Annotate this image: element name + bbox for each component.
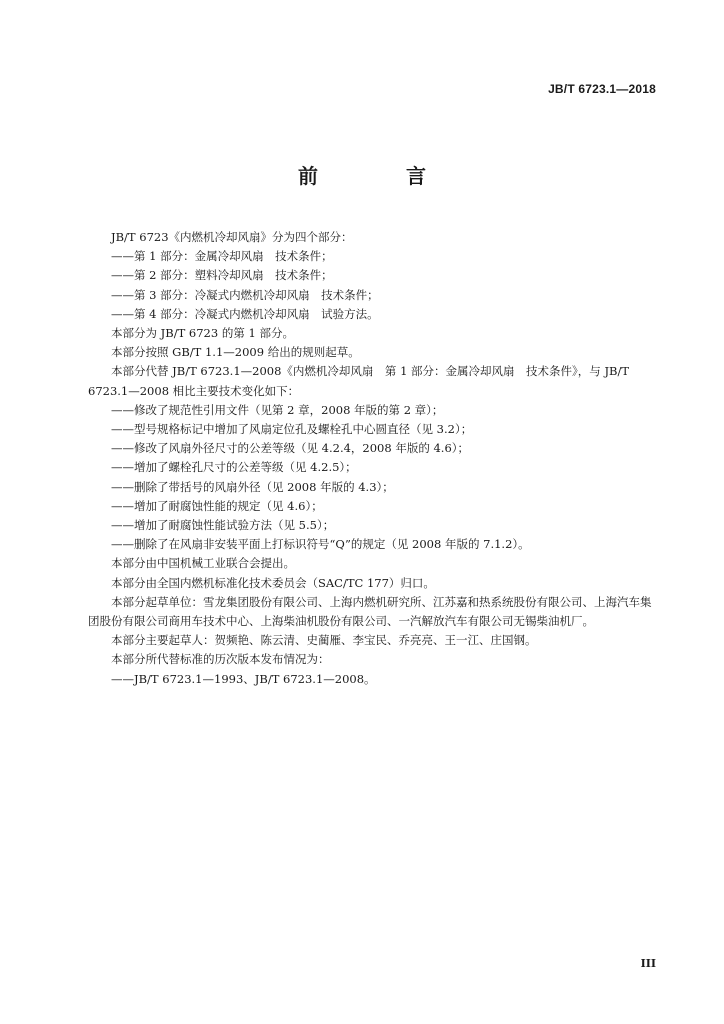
paragraph-intro: JB/T 6723《内燃机冷却风扇》分为四个部分： (111, 230, 353, 244)
paragraph-proposer: 本部分由中国机械工业联合会提出。 (111, 556, 295, 571)
list-item-part-1: ——第 1 部分：金属冷却风扇 技术条件； (111, 249, 333, 264)
paragraph-drafting-units: 本部分起草单位：雪龙集团股份有限公司、上海内燃机研究所、江苏嘉和热系统股份有限公司、上海汽车集团股份有限公司商用车技术中心、上海柴油机股份有限公司、一汽解放汽车有限公司无锡柴油机厂。 (88, 594, 652, 629)
list-item-change-5: ——删除了带括号的风扇外径（见 2008 年版的 4.3）； (111, 479, 394, 494)
list-item-change-4: ——增加了螺栓孔尺寸的公差等级（见 4.2.5）； (111, 460, 357, 475)
paragraph-part-statement: 本部分为 JB/T 6723 的第 1 部分。 (111, 326, 294, 341)
standard-code: JB/T 6723.1—2018 (548, 82, 656, 96)
list-item-change-8: ——删除了在风扇非安装平面上打标识符号“Q”的规定（见 2008 年版的 7.1.2）。 (111, 537, 530, 552)
paragraph-drafting-rules: 本部分按照 GB/T 1.1—2009 给出的规则起草。 (111, 345, 360, 360)
list-item-change-3: ——修改了风扇外径尺寸的公差等级（见 4.2.4，2008 年版的 4.6）； (111, 441, 470, 456)
list-item-change-6: ——增加了耐腐蚀性能的规定（见 4.6）； (111, 498, 323, 513)
list-item-history: ——JB/T 6723.1—1993、JB/T 6723.1—2008。 (111, 671, 376, 686)
list-item-change-1: ——修改了规范性引用文件（见第 2 章，2008 年版的第 2 章）； (111, 402, 444, 417)
list-item-change-7: ——增加了耐腐蚀性能试验方法（见 5.5）； (111, 518, 335, 533)
list-item-part-2: ——第 2 部分：塑料冷却风扇 技术条件； (111, 268, 333, 283)
paragraph-replaces: 本部分代替 JB/T 6723.1—2008《内燃机冷却风扇 第 1 部分：金属冷却风扇 技术条件》，与 JB/T 6723.1—2008 相比主要技术变化如下： (88, 364, 630, 398)
page-number: III (640, 957, 656, 970)
list-item-part-4: ——第 4 部分：冷凝式内燃机冷却风扇 试验方法。 (111, 306, 379, 321)
list-item-part-3: ——第 3 部分：冷凝式内燃机冷却风扇 技术条件； (111, 287, 379, 302)
paragraph-committee: 本部分由全国内燃机标准化技术委员会（SAC/TC 177）归口。 (111, 575, 435, 590)
page-title: 前 言 (298, 164, 460, 188)
list-item-change-2: ——型号规格标记中增加了风扇定位孔及螺栓孔中心圆直径（见 3.2）； (111, 422, 473, 437)
document-body (88, 228, 658, 689)
paragraph-history-intro: 本部分所代替标准的历次版本发布情况为： (111, 652, 330, 667)
paragraph-drafters: 本部分主要起草人：贺频艳、陈云清、史蔺雁、李宝民、乔亮亮、王一江、庄国钢。 (111, 633, 537, 648)
